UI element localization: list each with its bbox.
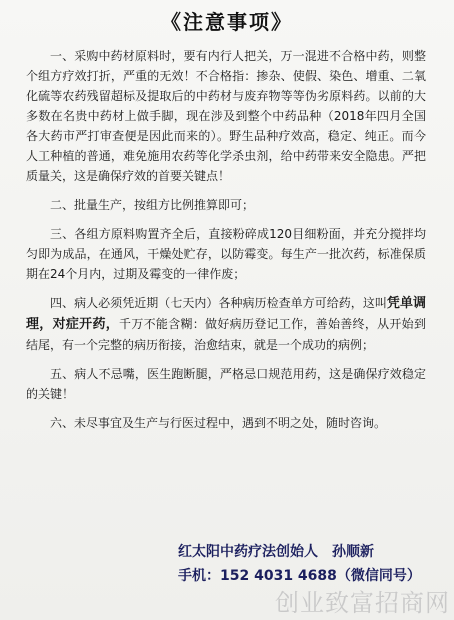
paragraph-3: 三、各组方原料购置齐全后，直接粉碎成120目细粉面，并充分搅拌均匀即为成品，在通风，干燥处贮存，以防霉变。每生产一批次药，标准保质期在24个月内，过期及霉变的一律作废； [26,227,426,281]
paragraph-4-rest: 千万不能含糊：做好病历登记工作，善始善终，从开始到结尾，有一个完整的病历衔接，治愈结束，就是一个成功的病例； [26,317,426,352]
signature-phone: 手机：152 4031 4688（微信同号） [178,568,421,584]
paragraph-4-emphasis: 凭单调理，对症开药， [26,296,426,332]
paragraph-5: 五、病人不忌嘴，医生跑断腿，严格忌口规范用药，这是确保疗效稳定的关键！ [26,367,426,401]
paragraph-2: 二、批量生产，按组方比例推算即可； [50,198,255,212]
paragraph-1: 一、采购中药材原料时，要有内行人把关，万一混进不合格中药，则整个组方疗效打折，严重的无效！不合格指：掺杂、使假、染色、增重、二氧化硫等农药残留超标及提取后的中药材与废弃物等等伪劣原料药。以前的大多数在名贵中药材上做手脚，现在涉及到整个中药品种（2018年四月全国各大药市严打审查便是因此而来的）。野生品种疗效高，稳定、纯正。而今人工种植的普通，难免施用农药等化学杀虫剂，给中药带来安全隐患。严把质量关，这是确保疗效的首要关键点！ [26,49,426,183]
signature-block [178,540,438,588]
signature-founder: 红太阳中药疗法创始人 孙顺新 [178,544,374,560]
document-title: 《注意事项》 [161,10,293,34]
paragraph-6: 六、未尽事宜及生产与行医过程中，遇到不明之处，随时咨询。 [50,416,387,430]
paragraph-4-intro: 四、病人必须凭近期（七天内）各种病历检查单方可给药，这叫 [50,296,387,310]
site-watermark: 创业致富招商网 [275,589,450,617]
document-body [26,46,426,437]
paragraph-4 [26,293,426,355]
